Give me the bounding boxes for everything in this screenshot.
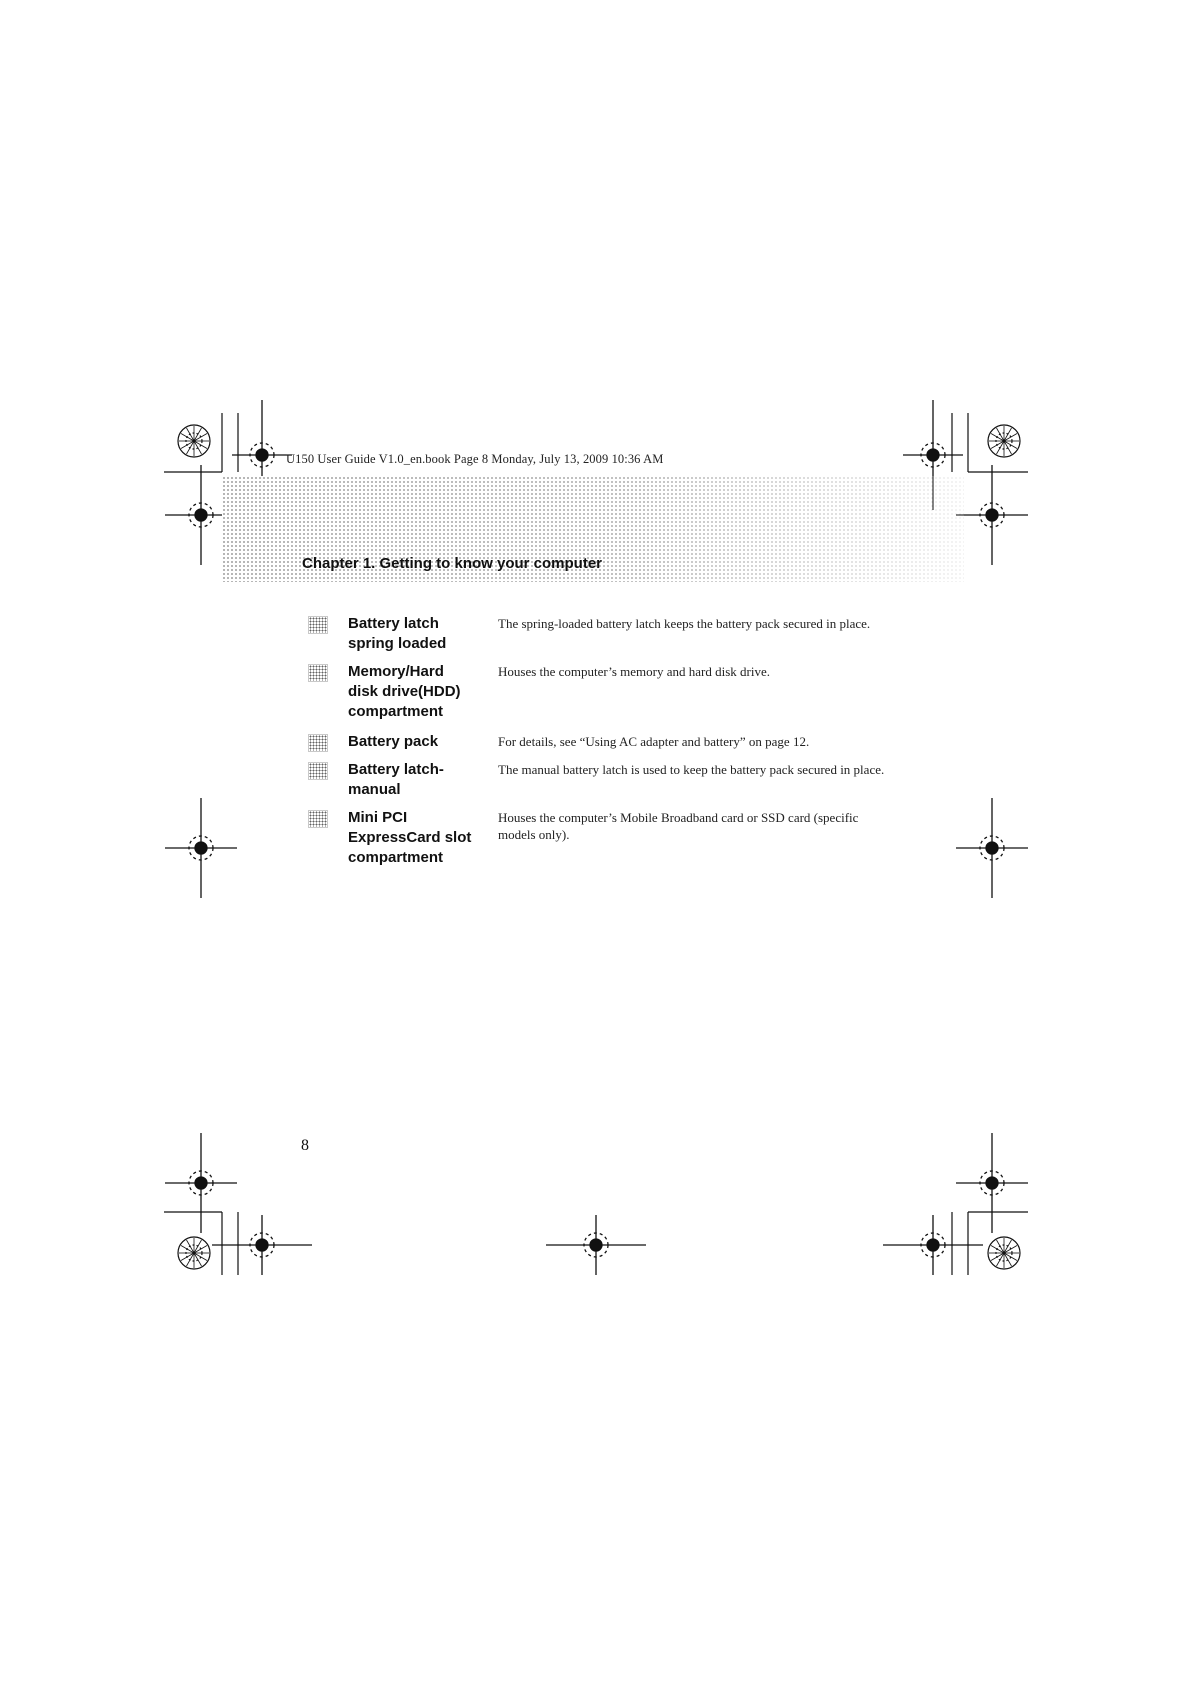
registration-target-icon — [956, 1133, 1028, 1233]
page-number: 8 — [301, 1137, 309, 1154]
item-term: Battery pack — [348, 733, 439, 750]
list-item — [308, 614, 888, 662]
document-slug: U150 User Guide V1.0_en.book Page 8 Monday, July 13, 2009 10:36 AM — [286, 452, 664, 466]
registration-target-icon — [165, 1133, 237, 1233]
callout-marker-icon — [308, 734, 328, 752]
item-description: Houses the computer’s Mobile Broadband card or SSD card (specific models only). — [498, 810, 859, 842]
registration-target-icon — [165, 798, 237, 898]
list-item — [308, 808, 888, 878]
callout-marker-icon — [308, 810, 328, 828]
item-term: Battery latch spring loaded — [348, 615, 447, 652]
list-item — [308, 732, 888, 760]
registration-target-icon — [956, 798, 1028, 898]
list-item — [308, 760, 888, 808]
item-description: The spring-loaded battery latch keeps the battery pack secured in place. — [498, 616, 871, 631]
list-item — [308, 662, 888, 732]
item-term: Battery latch-manual — [348, 761, 444, 798]
item-description: For details, see “Using AC adapter and battery” on page 12. — [498, 734, 810, 749]
color-bar-circle-icon — [988, 1237, 1020, 1269]
color-bar-circle-icon — [178, 425, 210, 457]
registration-target-icon — [956, 465, 1028, 565]
component-list — [308, 614, 888, 878]
callout-marker-icon — [308, 664, 328, 682]
registration-target-icon — [212, 1215, 312, 1275]
registration-target-icon — [546, 1215, 646, 1275]
item-description: Houses the computer’s memory and hard disk drive. — [498, 664, 770, 679]
chapter-title: Chapter 1. Getting to know your computer — [302, 555, 603, 572]
color-bar-circle-icon — [988, 425, 1020, 457]
color-bar-circle-icon — [178, 1237, 210, 1269]
item-description: The manual battery latch is used to keep the battery pack secured in place. — [498, 762, 885, 777]
item-term: Memory/Hard disk drive(HDD) compartment — [348, 663, 461, 720]
item-term: Mini PCI ExpressCard slot compartment — [348, 809, 472, 866]
callout-marker-icon — [308, 762, 328, 780]
callout-marker-icon — [308, 616, 328, 634]
